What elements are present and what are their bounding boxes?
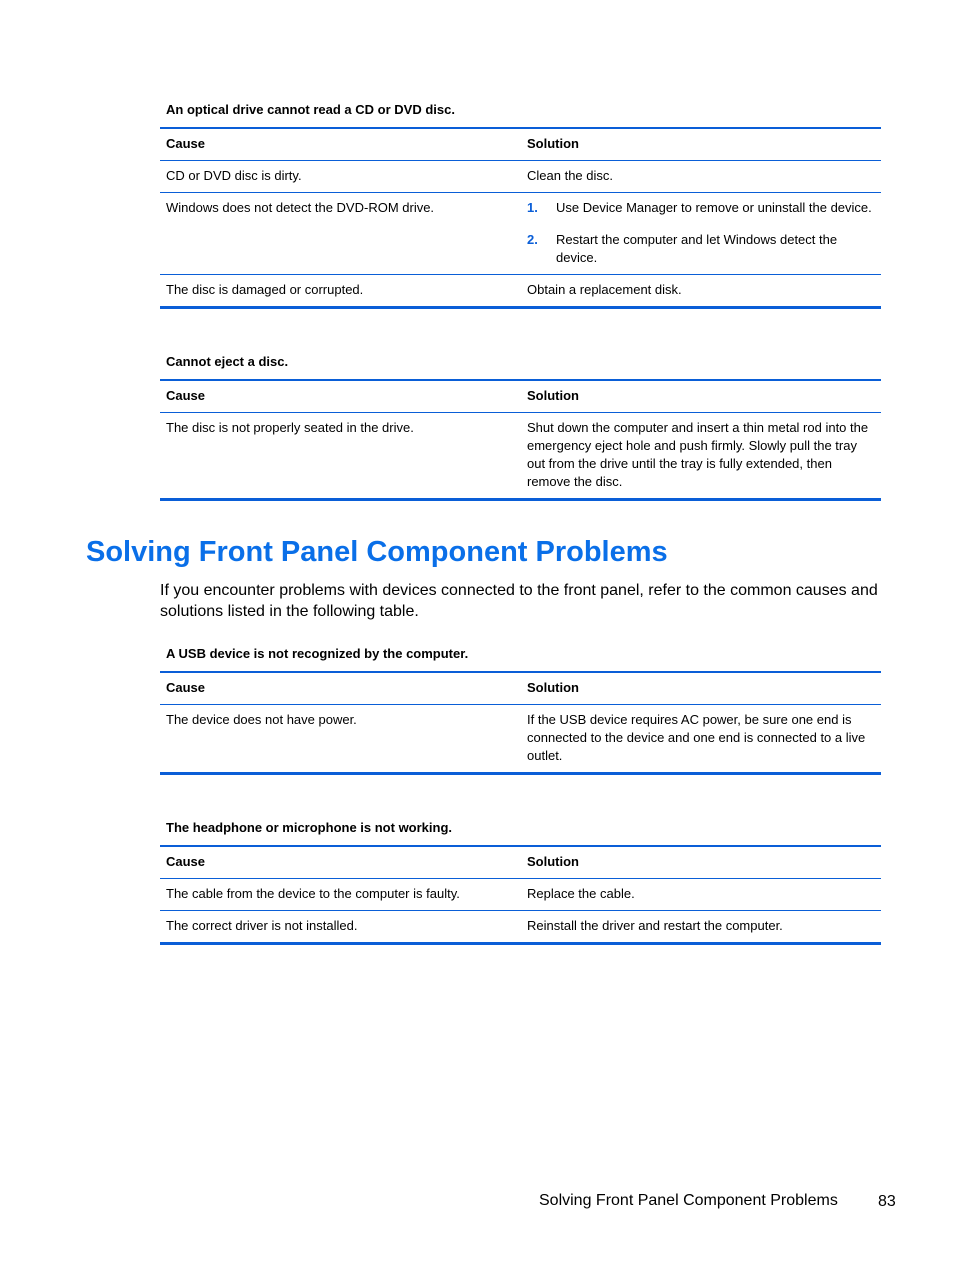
table-row xyxy=(160,161,881,193)
table-row xyxy=(160,413,881,500)
cause-header: Cause xyxy=(160,128,521,161)
solution-header: Solution xyxy=(521,380,881,413)
cause-header: Cause xyxy=(160,846,521,879)
cause-cell: The cable from the device to the computer is faulty. xyxy=(160,879,521,911)
table-caption: A USB device is not recognized by the computer. xyxy=(166,646,469,661)
step-number: 2. xyxy=(527,232,538,247)
table-row xyxy=(160,879,881,911)
solution-step xyxy=(527,231,875,267)
cause-header: Cause xyxy=(160,380,521,413)
solution-cell: Obtain a replacement disk. xyxy=(527,282,682,297)
eject-disc-table-block xyxy=(160,353,881,501)
table-row xyxy=(160,705,881,774)
footer-section-title: Solving Front Panel Component Problems xyxy=(539,1192,838,1209)
cause-cell: Windows does not detect the DVD-ROM drive. xyxy=(160,193,521,275)
page-number: 83 xyxy=(878,1193,896,1210)
solution-cell: Replace the cable. xyxy=(521,879,881,911)
optical-drive-read-table xyxy=(160,127,881,309)
step-text: Restart the computer and let Windows detect the device. xyxy=(556,232,838,265)
table-header-row xyxy=(160,128,881,161)
table-header-row xyxy=(160,846,881,879)
solution-header: Solution xyxy=(521,846,881,879)
section-intro: If you encounter problems with devices connected to the front panel, refer to the common causes and solutions listed in the following table. xyxy=(160,582,878,620)
usb-device-table-block xyxy=(160,645,881,775)
cause-cell: CD or DVD disc is dirty. xyxy=(160,161,521,193)
cause-cell: The correct driver is not installed. xyxy=(166,918,358,933)
solution-cell xyxy=(521,193,881,275)
step-text: Use Device Manager to remove or uninstall the device. xyxy=(556,200,872,215)
table-caption: Cannot eject a disc. xyxy=(166,354,289,369)
usb-device-table xyxy=(160,671,881,775)
cause-cell: The device does not have power. xyxy=(166,712,357,727)
optical-drive-read-table-block xyxy=(160,101,881,309)
solution-header: Solution xyxy=(521,672,881,705)
solution-cell: If the USB device requires AC power, be sure one end is connected to the device and one end is connected to a live outlet. xyxy=(527,712,866,763)
solution-step xyxy=(527,199,875,217)
solution-cell: Reinstall the driver and restart the computer. xyxy=(527,918,783,933)
table-caption: An optical drive cannot read a CD or DVD disc. xyxy=(166,102,455,117)
solution-header: Solution xyxy=(521,128,881,161)
headphone-microphone-table-block xyxy=(160,819,881,945)
step-number: 1. xyxy=(527,200,538,215)
cause-cell: The disc is damaged or corrupted. xyxy=(166,282,364,297)
table-row xyxy=(160,193,881,275)
solution-steps-list xyxy=(527,199,875,267)
table-header-row xyxy=(160,380,881,413)
table-header-row xyxy=(160,672,881,705)
table-row xyxy=(160,275,881,308)
cause-header: Cause xyxy=(160,672,521,705)
cause-cell: The disc is not properly seated in the drive. xyxy=(166,420,414,435)
solution-cell: Clean the disc. xyxy=(521,161,881,193)
eject-disc-table xyxy=(160,379,881,501)
table-caption: The headphone or microphone is not working. xyxy=(166,820,453,835)
headphone-microphone-table xyxy=(160,845,881,945)
solution-cell: Shut down the computer and insert a thin metal rod into the emergency eject hole and push firmly. Slowly pull the tray out from the drive until the tray is fully extended, then remove the disc. xyxy=(527,420,869,489)
table-row xyxy=(160,911,881,944)
section-title: Solving Front Panel Component Problems xyxy=(86,536,668,568)
